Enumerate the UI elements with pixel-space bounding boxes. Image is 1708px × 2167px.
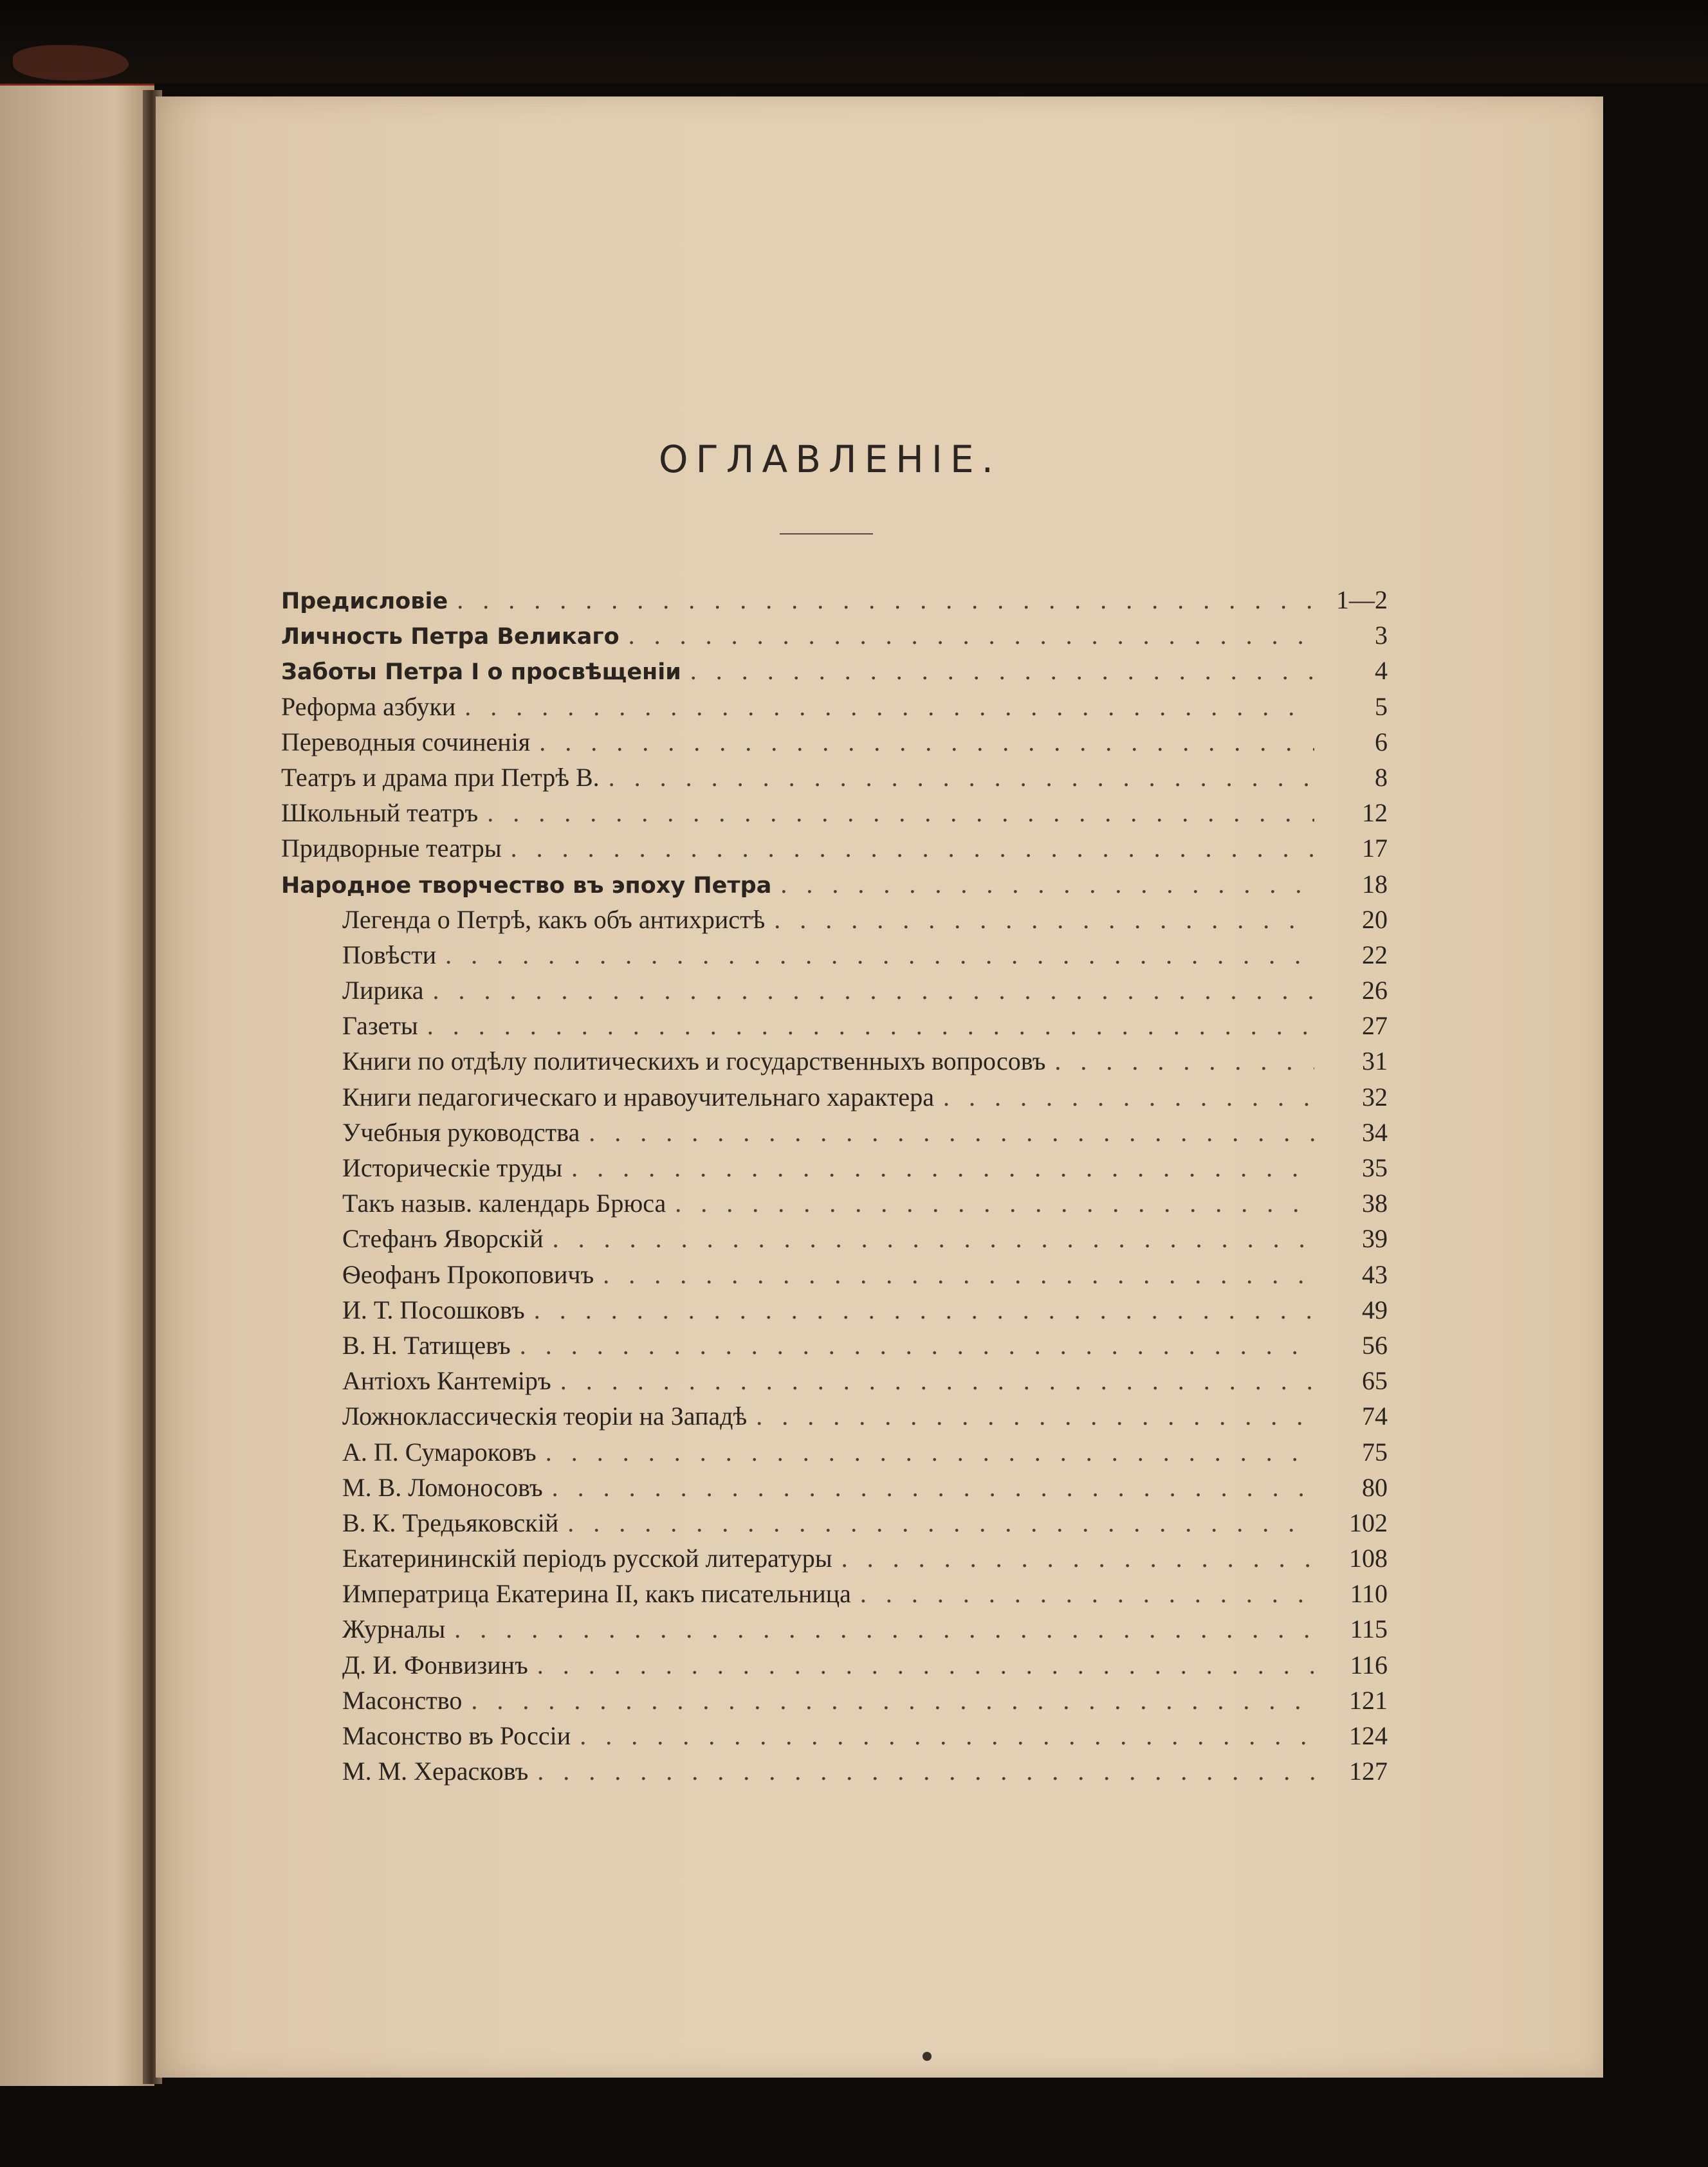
toc-entry-page: 65 bbox=[1362, 1366, 1388, 1396]
title-divider bbox=[780, 533, 873, 535]
toc-leader-dots bbox=[433, 973, 1314, 1008]
toc-entry-page: 20 bbox=[1362, 904, 1388, 934]
toc-entry-title: Екатерининскій періодъ русской литературы bbox=[342, 1544, 832, 1573]
toc-entry-title: Ложноклассическія теоріи на Западѣ bbox=[342, 1402, 748, 1431]
toc-leader-dots bbox=[546, 1434, 1314, 1470]
toc-entry-title: Журналы bbox=[342, 1614, 446, 1644]
toc-entry bbox=[281, 1434, 1388, 1470]
toc-leader-dots bbox=[511, 830, 1314, 866]
toc-entry-title: И. Т. Посошковъ bbox=[342, 1295, 525, 1324]
toc-entry bbox=[281, 1292, 1388, 1328]
toc-entry-title: Книги педагогическаго и нравоучительнаго характера bbox=[342, 1082, 934, 1111]
toc-entry-page: 43 bbox=[1362, 1259, 1388, 1289]
toc-entry bbox=[281, 937, 1388, 973]
toc-entry bbox=[281, 1611, 1388, 1647]
toc-entry-page: 22 bbox=[1362, 940, 1388, 969]
toc-entry bbox=[281, 1470, 1388, 1505]
toc-entry-title: Императрица Екатерина II, какъ писательница bbox=[342, 1579, 851, 1609]
toc-entry-page: 18 bbox=[1362, 869, 1388, 899]
page-title: ОГЛАВЛЕНIЕ. bbox=[658, 437, 1002, 481]
toc-leader-dots bbox=[487, 795, 1314, 830]
toc-entry-title: Учебныя руководства bbox=[342, 1117, 580, 1147]
toc-entry-page: 49 bbox=[1362, 1295, 1388, 1324]
toc-leader-dots bbox=[454, 1611, 1314, 1647]
toc-entry-title: Личность Петра Великаго bbox=[281, 624, 620, 650]
toc-entry-title: Народное творчество въ эпоху Петра bbox=[281, 872, 772, 899]
toc-entry-title: М. М. Херасковъ bbox=[342, 1757, 529, 1786]
toc-entry bbox=[281, 830, 1388, 866]
left-page-edge bbox=[0, 84, 154, 2086]
toc-entry-page: 74 bbox=[1362, 1402, 1388, 1431]
toc-entry-page: 12 bbox=[1362, 798, 1388, 828]
toc-entry-page: 39 bbox=[1362, 1224, 1388, 1254]
toc-entry-title: Книги по отдѣлу политическихъ и государственныхъ вопросовъ bbox=[342, 1047, 1046, 1076]
toc-leader-dots bbox=[560, 1363, 1314, 1398]
toc-entry-page: 115 bbox=[1350, 1614, 1388, 1644]
toc-entry-title: Ѳеофанъ Прокоповичъ bbox=[342, 1259, 594, 1289]
toc-entry-title: Повѣсти bbox=[342, 940, 437, 969]
toc-leader-dots bbox=[675, 1185, 1314, 1221]
toc-leader-dots bbox=[629, 617, 1314, 653]
toc-leader-dots bbox=[534, 1292, 1314, 1328]
toc-leader-dots bbox=[552, 1470, 1314, 1505]
toc-leader-dots bbox=[537, 1753, 1314, 1789]
toc-entry-page: 26 bbox=[1362, 976, 1388, 1005]
toc-entry-page: 5 bbox=[1375, 691, 1388, 721]
toc-leader-dots bbox=[520, 1328, 1314, 1363]
toc-entry bbox=[281, 1398, 1388, 1434]
toc-entry-page: 75 bbox=[1362, 1437, 1388, 1467]
toc-entry-page: 17 bbox=[1362, 834, 1388, 863]
toc-entry-title: Антіохъ Кантеміръ bbox=[342, 1366, 551, 1396]
toc-entry-title: Масонство bbox=[342, 1685, 463, 1715]
toc-entry-page: 121 bbox=[1349, 1685, 1388, 1715]
toc-leader-dots bbox=[464, 689, 1314, 724]
toc-entry bbox=[281, 617, 1388, 653]
page-spot bbox=[923, 2052, 932, 2061]
toc-entry bbox=[281, 1079, 1388, 1115]
toc-entry-page: 4 bbox=[1375, 656, 1388, 686]
toc-entry-title: Д. И. Фонвизинъ bbox=[342, 1650, 528, 1679]
table-of-contents bbox=[281, 582, 1388, 1789]
toc-entry-page: 56 bbox=[1362, 1330, 1388, 1360]
toc-entry-page: 127 bbox=[1349, 1757, 1388, 1786]
toc-entry-title: Такъ назыв. календарь Брюса bbox=[342, 1189, 666, 1218]
toc-entry-page: 116 bbox=[1350, 1650, 1388, 1679]
toc-entry-title: Легенда о Петрѣ, какъ объ антихристѣ bbox=[342, 904, 766, 934]
toc-entry bbox=[281, 1363, 1388, 1398]
toc-entry-title: Лирика bbox=[342, 976, 424, 1005]
toc-entry-page: 3 bbox=[1375, 621, 1388, 650]
toc-entry bbox=[281, 1328, 1388, 1363]
toc-entry bbox=[281, 902, 1388, 937]
toc-entry-page: 102 bbox=[1349, 1508, 1388, 1537]
toc-leader-dots bbox=[553, 1221, 1314, 1256]
toc-entry bbox=[281, 760, 1388, 795]
toc-entry-title: А. П. Сумароковъ bbox=[342, 1437, 537, 1467]
toc-entry-title: М. В. Ломоносовъ bbox=[342, 1472, 543, 1502]
toc-entry-title: Предисловіе bbox=[281, 589, 448, 614]
toc-entry bbox=[281, 1683, 1388, 1718]
toc-entry bbox=[281, 1043, 1388, 1079]
toc-entry-title: Заботы Петра I о просвѣщенiи bbox=[281, 659, 681, 686]
toc-entry bbox=[281, 1505, 1388, 1541]
top-dark-band bbox=[0, 0, 1708, 84]
toc-entry-title: В. К. Тредьяковскій bbox=[342, 1508, 559, 1537]
toc-leader-dots bbox=[774, 902, 1314, 937]
toc-entry bbox=[281, 1115, 1388, 1150]
toc-entry bbox=[281, 724, 1388, 760]
toc-entry-title: Реформа азбуки bbox=[281, 691, 456, 721]
toc-entry-page: 1—2 bbox=[1336, 585, 1388, 614]
toc-entry bbox=[281, 973, 1388, 1008]
toc-entry bbox=[281, 1718, 1388, 1753]
toc-entry-page: 108 bbox=[1349, 1544, 1388, 1573]
binding-stain bbox=[13, 45, 129, 80]
toc-entry bbox=[281, 653, 1388, 688]
toc-entry-title: Театръ и драма при Петрѣ В. bbox=[281, 762, 600, 792]
toc-entry bbox=[281, 1753, 1388, 1789]
toc-entry bbox=[281, 582, 1388, 617]
toc-leader-dots bbox=[471, 1683, 1314, 1718]
toc-entry bbox=[281, 1185, 1388, 1221]
toc-leader-dots bbox=[943, 1079, 1314, 1115]
toc-leader-dots bbox=[457, 582, 1314, 617]
toc-leader-dots bbox=[589, 1115, 1314, 1150]
toc-entry-page: 32 bbox=[1362, 1082, 1388, 1111]
toc-leader-dots bbox=[537, 1647, 1314, 1683]
toc-entry bbox=[281, 1576, 1388, 1611]
toc-entry-page: 124 bbox=[1349, 1721, 1388, 1750]
toc-leader-dots bbox=[1054, 1043, 1314, 1079]
toc-entry-title: Газеты bbox=[342, 1011, 418, 1041]
toc-entry-title: Переводныя сочиненія bbox=[281, 727, 531, 756]
toc-leader-dots bbox=[603, 1257, 1314, 1292]
toc-entry-page: 6 bbox=[1375, 727, 1388, 756]
toc-entry bbox=[281, 1541, 1388, 1576]
toc-entry-title: Масонство въ Россіи bbox=[342, 1721, 571, 1750]
toc-entry-page: 35 bbox=[1362, 1153, 1388, 1182]
toc-entry bbox=[281, 1221, 1388, 1256]
toc-entry bbox=[281, 1150, 1388, 1185]
toc-entry bbox=[281, 1647, 1388, 1683]
toc-entry-page: 31 bbox=[1362, 1047, 1388, 1076]
toc-entry-page: 34 bbox=[1362, 1117, 1388, 1147]
toc-leader-dots bbox=[571, 1150, 1314, 1185]
toc-entry-title: Историческіе труды bbox=[342, 1153, 563, 1182]
toc-entry-title: В. Н. Татищевъ bbox=[342, 1330, 511, 1360]
toc-leader-dots bbox=[427, 1008, 1314, 1043]
toc-entry-page: 27 bbox=[1362, 1011, 1388, 1041]
toc-leader-dots bbox=[539, 724, 1314, 760]
toc-entry-title: Школьный театръ bbox=[281, 798, 479, 828]
toc-entry bbox=[281, 1257, 1388, 1292]
toc-entry-page: 110 bbox=[1350, 1579, 1388, 1609]
toc-leader-dots bbox=[567, 1505, 1314, 1541]
toc-entry-title: Стефанъ Яворскій bbox=[342, 1224, 544, 1254]
toc-entry bbox=[281, 795, 1388, 830]
toc-entry-page: 8 bbox=[1375, 762, 1388, 792]
toc-entry bbox=[281, 689, 1388, 724]
toc-leader-dots bbox=[860, 1576, 1314, 1611]
toc-leader-dots bbox=[841, 1541, 1314, 1576]
toc-leader-dots bbox=[445, 937, 1314, 973]
toc-leader-dots bbox=[580, 1718, 1314, 1753]
toc-entry bbox=[281, 1008, 1388, 1043]
toc-leader-dots bbox=[690, 653, 1314, 688]
toc-leader-dots bbox=[609, 760, 1314, 795]
toc-entry-page: 38 bbox=[1362, 1189, 1388, 1218]
toc-leader-dots bbox=[756, 1398, 1314, 1434]
toc-entry-title: Придворные театры bbox=[281, 834, 502, 863]
toc-entry-page: 80 bbox=[1362, 1472, 1388, 1502]
toc-leader-dots bbox=[780, 866, 1314, 902]
toc-entry bbox=[281, 866, 1388, 902]
